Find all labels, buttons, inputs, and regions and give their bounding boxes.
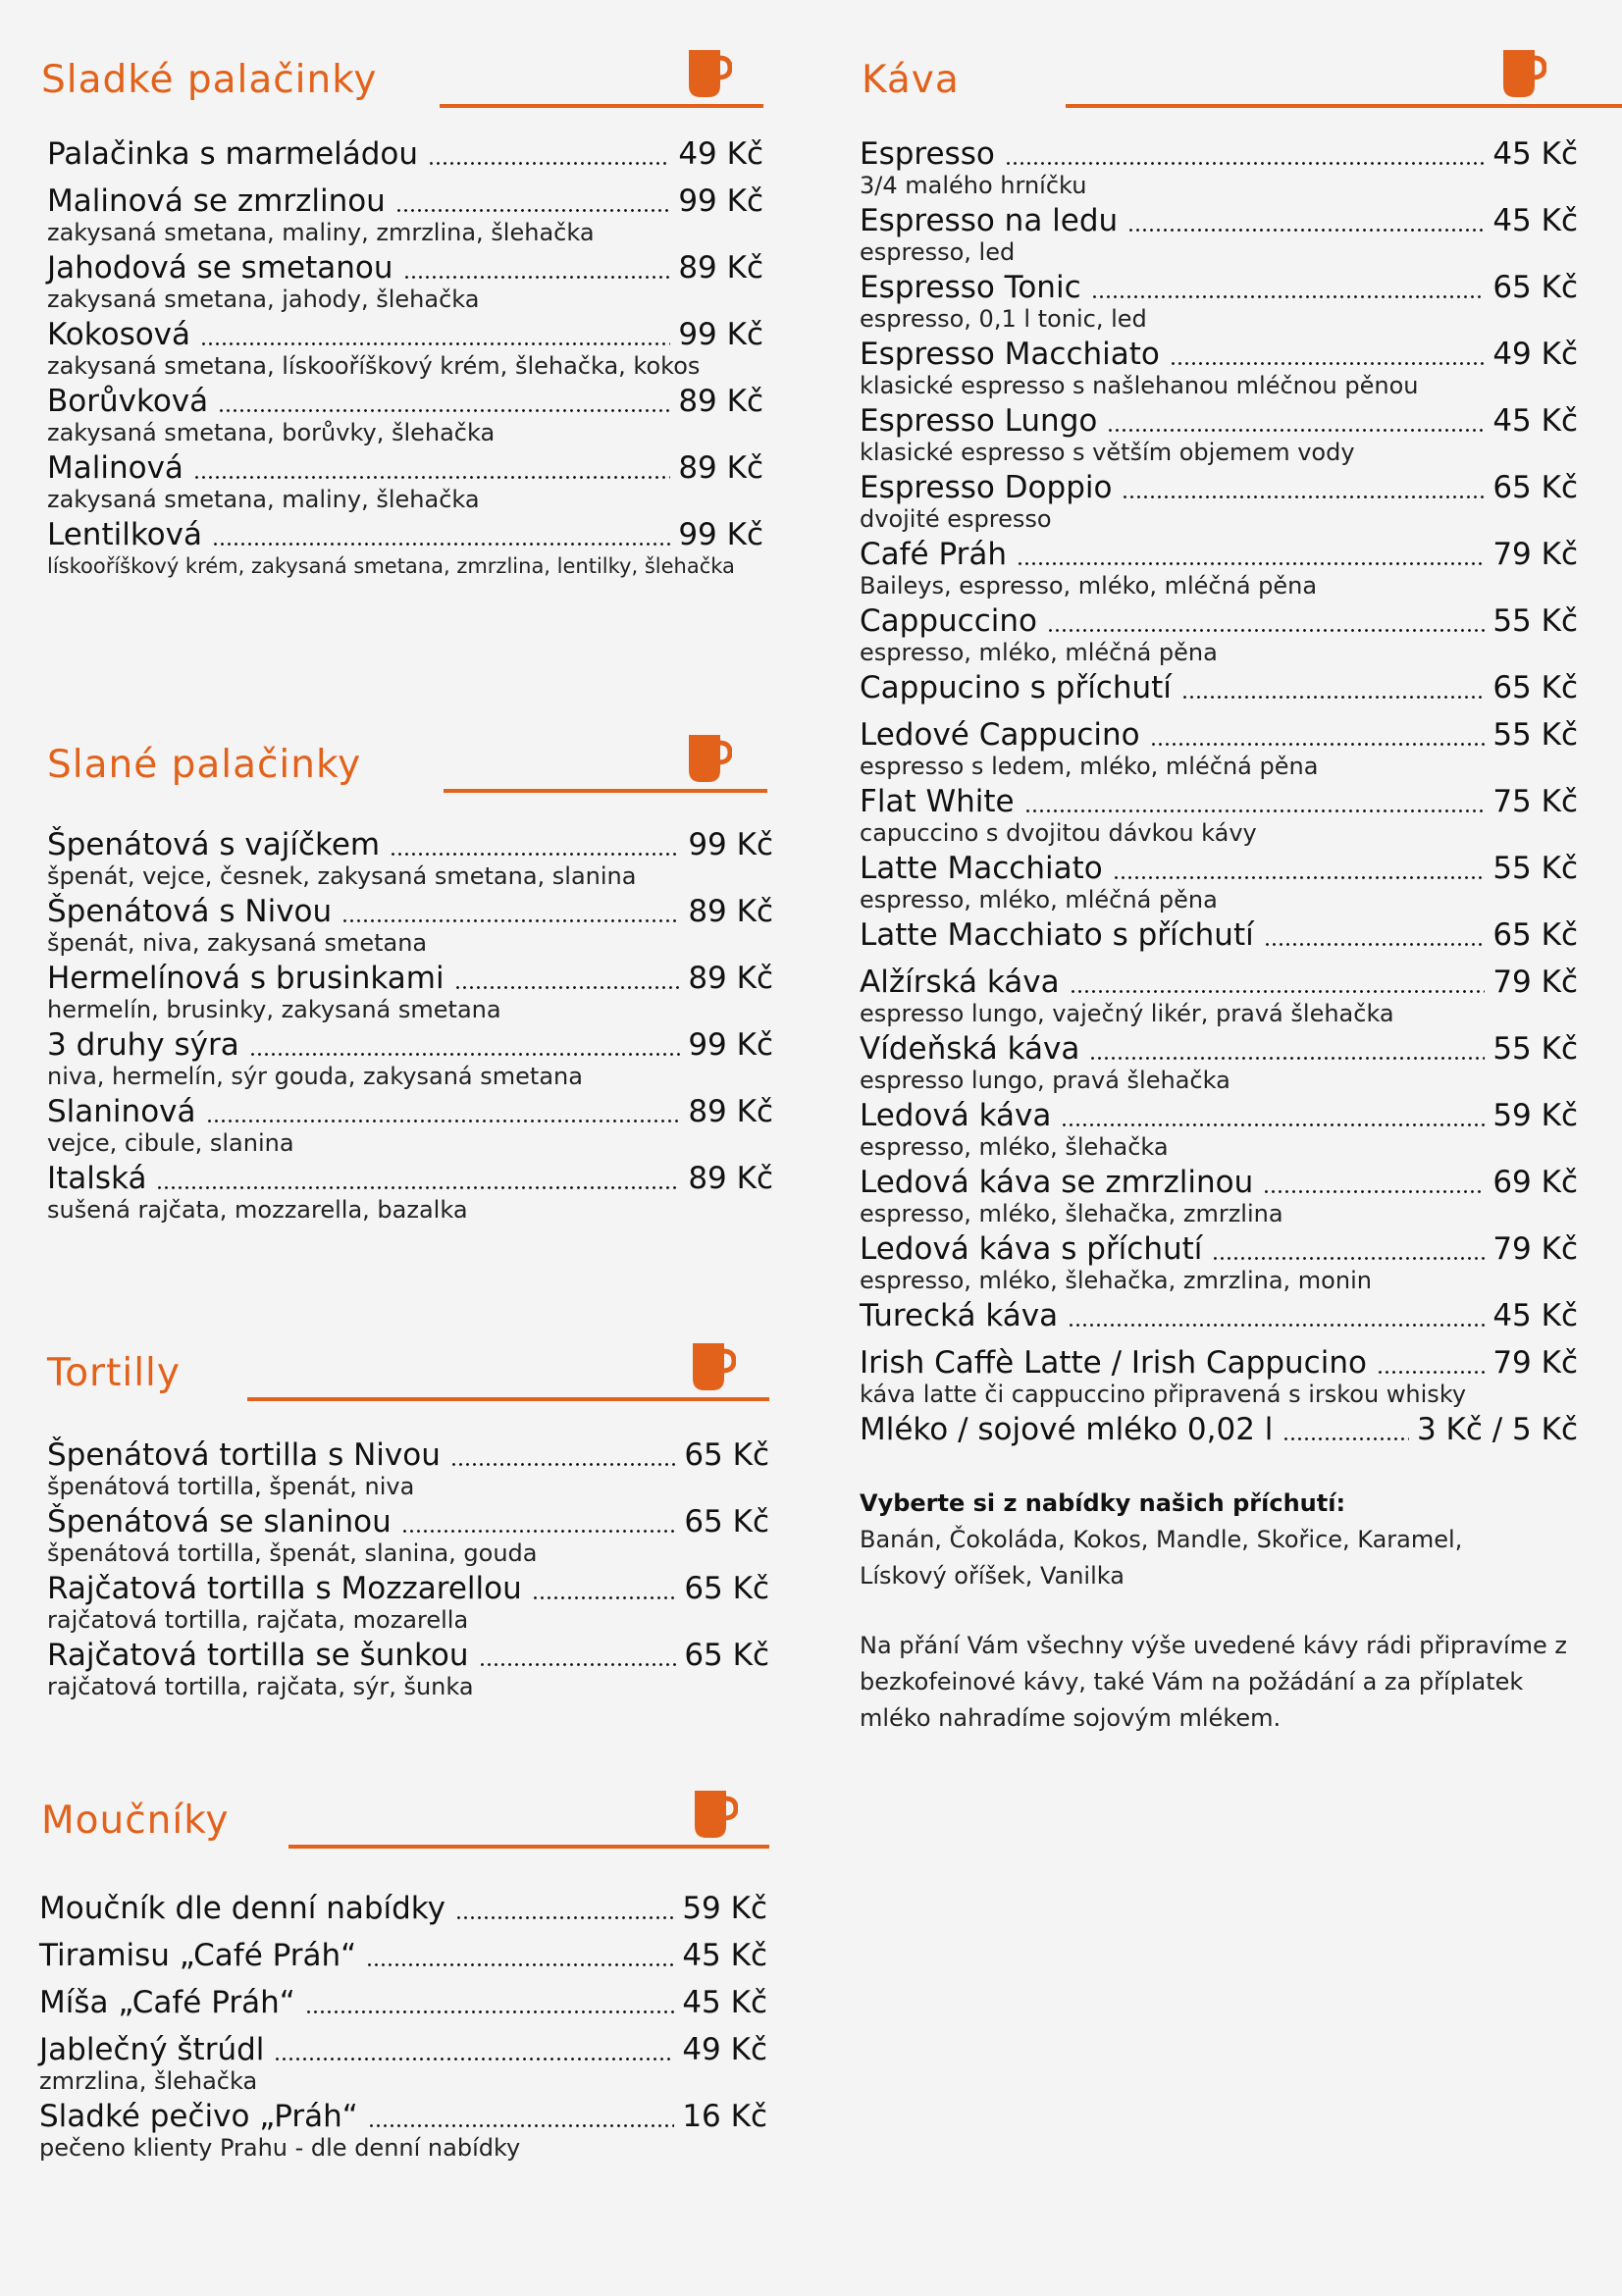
menu-item-row <box>47 1435 769 1476</box>
menu-list <box>860 133 1578 1450</box>
item-description: pečeno klienty Prahu - dle denní nabídky <box>39 2134 521 2162</box>
item-price: 89 Kč <box>678 384 763 419</box>
item-name: Espresso Lungo <box>860 403 1098 439</box>
menu-item-row <box>39 2096 767 2137</box>
item-description: hermelín, brusinky, zakysaná smetana <box>47 996 501 1023</box>
decaf-note-line-2: bezkofeinové kávy, také Vám na požádání a za příplatek <box>860 1668 1524 1696</box>
menu-item-row <box>39 1888 767 1929</box>
item-name: Lentilková <box>47 517 202 552</box>
item-price: 45 Kč <box>1492 136 1578 172</box>
item-name: Café Práh <box>860 537 1008 572</box>
item-description: rajčatová tortilla, rajčata, sýr, šunka <box>47 1673 474 1700</box>
decaf-note <box>860 1628 1578 1737</box>
menu-item <box>47 891 773 958</box>
item-price: 79 Kč <box>1492 537 1578 572</box>
menu-item <box>47 1158 773 1225</box>
section-header <box>39 1780 771 1849</box>
item-name: Espresso Tonic <box>860 270 1081 305</box>
item-price: 16 Kč <box>682 2099 767 2134</box>
coffee-cup-icon <box>687 46 732 104</box>
dot-leader <box>1181 671 1485 701</box>
item-price: 49 Kč <box>682 2032 767 2067</box>
item-price: 45 Kč <box>682 1938 767 1973</box>
section-sweet-pancakes <box>41 39 763 581</box>
menu-item-row <box>860 1095 1578 1136</box>
menu-item <box>47 314 763 381</box>
menu-item <box>860 467 1578 534</box>
dot-leader <box>218 385 670 414</box>
section-coffee <box>860 39 1578 1737</box>
dot-leader <box>305 1986 675 2015</box>
item-name: Kokosová <box>47 317 191 352</box>
item-name: Ledové Cappucino <box>860 717 1140 753</box>
dot-leader <box>395 184 670 214</box>
menu-item <box>860 1342 1578 1409</box>
item-name: Jablečný štrúdl <box>39 2032 265 2067</box>
menu-item-row <box>39 1935 767 1976</box>
dot-leader <box>1091 271 1486 300</box>
item-description: klasické espresso s našlehanou mléčnou pěnou <box>860 372 1419 399</box>
item-description: espresso s ledem, mléko, mléčná pěna <box>860 753 1319 780</box>
item-price: 89 Kč <box>688 961 773 996</box>
menu-item <box>860 1295 1578 1336</box>
menu-item <box>47 447 763 514</box>
item-price: 75 Kč <box>1492 784 1578 819</box>
item-name: Flat White <box>860 784 1015 819</box>
item-name: Rajčatová tortilla s Mozzarellou <box>47 1571 522 1606</box>
menu-item <box>47 181 763 247</box>
menu-item-row <box>860 400 1578 442</box>
item-name: Cappuccino <box>860 603 1037 639</box>
item-price: 79 Kč <box>1492 965 1578 1000</box>
item-price: 65 Kč <box>1492 917 1578 953</box>
item-name: Špenátová s vajíčkem <box>47 827 381 862</box>
menu-item-row <box>47 958 773 999</box>
item-name: Špenátová s Nivou <box>47 894 333 929</box>
item-name: Špenátová tortilla s Nivou <box>47 1437 441 1473</box>
item-price: 45 Kč <box>1492 1298 1578 1333</box>
menu-item <box>860 848 1578 914</box>
item-name: Tiramisu „Café Práh“ <box>39 1938 357 1973</box>
dot-leader <box>1282 1413 1409 1442</box>
menu-item <box>47 381 763 447</box>
dot-leader <box>1061 1099 1485 1128</box>
menu-item-row <box>860 914 1578 956</box>
coffee-cup-icon <box>1501 46 1546 104</box>
item-price: 55 Kč <box>1492 603 1578 639</box>
item-price: 65 Kč <box>1492 270 1578 305</box>
item-description: zakysaná smetana, jahody, šlehačka <box>47 286 480 313</box>
dot-leader <box>1017 538 1485 567</box>
item-name: Borůvková <box>47 384 209 419</box>
menu-item-row <box>860 1342 1578 1383</box>
item-description: espresso, mléko, šlehačka, zmrzlina, monin <box>860 1267 1372 1294</box>
item-name: Moučník dle denní nabídky <box>39 1891 446 1926</box>
item-price: 99 Kč <box>678 517 763 552</box>
menu-item-row <box>860 200 1578 241</box>
menu-item <box>860 1409 1578 1450</box>
item-description: dvojité espresso <box>860 505 1052 533</box>
menu-item-row <box>860 1295 1578 1336</box>
item-description: káva latte či cappuccino připravená s irskou whisky <box>860 1381 1467 1408</box>
section-header <box>47 724 773 793</box>
menu-item-row <box>47 247 763 288</box>
item-name: Latte Macchiato <box>860 851 1103 886</box>
item-description: zakysaná smetana, maliny, zmrzlina, šlehačka <box>47 219 595 246</box>
dot-leader <box>1127 204 1485 234</box>
menu-item <box>860 200 1578 267</box>
menu-item-row <box>47 1501 769 1542</box>
menu-item-row <box>860 600 1578 642</box>
flavors-note <box>860 1486 1578 1594</box>
item-description: zmrzlina, šlehačka <box>39 2067 258 2095</box>
item-description: zakysaná smetana, maliny, šlehačka <box>47 486 480 513</box>
section-rule <box>1066 104 1622 108</box>
item-name: Espresso na ledu <box>860 203 1119 238</box>
item-name: Alžírská káva <box>860 965 1060 1000</box>
item-name: Cappucino s příchutí <box>860 670 1172 705</box>
menu-item <box>860 1028 1578 1095</box>
section-rule <box>440 104 763 108</box>
decaf-note-line-1: Na přání Vám všechny výše uvedené kávy rádi připravíme z <box>860 1632 1568 1659</box>
section-title: Káva <box>862 58 960 102</box>
item-name: Palačinka s marmeládou <box>47 136 419 172</box>
item-price: 79 Kč <box>1492 1231 1578 1267</box>
menu-item <box>39 2029 767 2096</box>
item-description: Baileys, espresso, mléko, mléčná pěna <box>860 572 1318 600</box>
section-savory-pancakes <box>47 724 773 1225</box>
menu-item <box>860 1095 1578 1162</box>
menu-list <box>47 824 773 1225</box>
item-name: Ledová káva <box>860 1098 1052 1133</box>
menu-item-row <box>47 1158 773 1199</box>
item-price: 69 Kč <box>1492 1165 1578 1200</box>
item-name: Espresso Macchiato <box>860 337 1160 372</box>
dot-leader <box>403 251 671 281</box>
item-price: 89 Kč <box>678 250 763 286</box>
menu-item <box>860 962 1578 1028</box>
dot-leader <box>1107 404 1485 434</box>
dot-leader <box>1122 471 1485 500</box>
menu-item-row <box>47 824 773 865</box>
menu-item <box>860 267 1578 334</box>
menu-list <box>47 1435 769 1701</box>
menu-item <box>47 1024 773 1091</box>
dot-leader <box>1113 852 1486 881</box>
item-name: Špenátová se slaninou <box>47 1504 392 1539</box>
dot-leader <box>454 962 681 991</box>
item-price: 49 Kč <box>678 136 763 172</box>
dot-leader <box>479 1639 677 1668</box>
dot-leader <box>1264 918 1486 948</box>
dot-leader <box>206 1095 681 1124</box>
item-price: 55 Kč <box>1492 1031 1578 1067</box>
item-name: Irish Caffè Latte / Irish Cappucino <box>860 1345 1367 1381</box>
dot-leader <box>455 1892 674 1921</box>
dot-leader <box>1212 1232 1485 1262</box>
menu-item-row <box>47 181 763 222</box>
dot-leader <box>450 1438 676 1468</box>
menu-item <box>860 667 1578 708</box>
dot-leader <box>1005 137 1485 167</box>
item-description: zakysaná smetana, borůvky, šlehačka <box>47 419 496 446</box>
item-price: 99 Kč <box>678 183 763 219</box>
menu-item <box>47 1501 769 1568</box>
item-price: 89 Kč <box>688 1094 773 1129</box>
menu-item <box>39 1888 767 1929</box>
dot-leader <box>401 1505 677 1535</box>
item-name: Míša „Café Práh“ <box>39 1985 295 2020</box>
menu-item-row <box>860 1162 1578 1203</box>
item-name: Turecká káva <box>860 1298 1059 1333</box>
section-header <box>41 39 763 108</box>
menu-item-row <box>47 447 763 489</box>
item-name: Hermelínová s brusinkami <box>47 961 445 996</box>
menu-item <box>47 1568 769 1635</box>
dot-leader <box>193 451 670 481</box>
menu-item <box>47 514 763 581</box>
dot-leader <box>1263 1166 1485 1195</box>
item-description: espresso, mléko, šlehačka, zmrzlina <box>860 1200 1283 1227</box>
dot-leader <box>1047 604 1485 634</box>
item-description: klasické espresso s větším objemem vody <box>860 439 1355 466</box>
item-name: Vídeňská káva <box>860 1031 1080 1067</box>
menu-item <box>47 1091 773 1158</box>
item-name: Italská <box>47 1161 147 1196</box>
dot-leader <box>368 2100 674 2129</box>
item-price: 65 Kč <box>684 1571 769 1606</box>
menu-item-row <box>860 267 1578 308</box>
item-price: 99 Kč <box>688 1027 773 1063</box>
item-description: espresso, mléko, mléčná pěna <box>860 639 1218 666</box>
item-price: 89 Kč <box>688 1161 773 1196</box>
item-name: Ledová káva s příchutí <box>860 1231 1203 1267</box>
item-name: Latte Macchiato s příchutí <box>860 917 1254 953</box>
menu-item <box>860 914 1578 956</box>
item-price: 65 Kč <box>684 1437 769 1473</box>
menu-item-row <box>860 467 1578 508</box>
item-price: 45 Kč <box>682 1985 767 2020</box>
item-name: Mléko / sojové mléko 0,02 l <box>860 1412 1274 1447</box>
item-description: espresso, 0,1 l tonic, led <box>860 305 1147 333</box>
dot-leader <box>1170 338 1485 367</box>
section-header <box>47 1332 769 1401</box>
item-name: Slaninová <box>47 1094 196 1129</box>
section-title: Slané palačinky <box>47 743 362 787</box>
menu-item <box>860 334 1578 400</box>
item-name: Malinová <box>47 450 183 486</box>
dot-leader <box>428 137 670 167</box>
section-header <box>860 39 1578 108</box>
coffee-cup-icon <box>687 731 732 789</box>
item-name: Espresso <box>860 136 995 172</box>
item-price: 79 Kč <box>1492 1345 1578 1381</box>
section-title: Moučníky <box>41 1799 230 1843</box>
menu-item-row <box>860 334 1578 375</box>
menu-item-row <box>47 314 763 355</box>
dot-leader <box>249 1028 681 1058</box>
item-name: Jahodová se smetanou <box>47 250 393 286</box>
menu-item-row <box>47 1635 769 1676</box>
menu-list <box>47 133 763 581</box>
item-price: 59 Kč <box>682 1891 767 1926</box>
item-price: 59 Kč <box>1492 1098 1578 1133</box>
item-description: lískooříškový krém, zakysaná smetana, zmrzlina, lentilky, šlehačka <box>47 554 735 578</box>
item-description: špenát, vejce, česnek, zakysaná smetana, slanina <box>47 862 637 890</box>
menu-item-row <box>860 133 1578 175</box>
menu-item-row <box>39 1982 767 2023</box>
dot-leader <box>366 1939 674 1968</box>
item-price: 65 Kč <box>1492 670 1578 705</box>
item-price: 65 Kč <box>684 1504 769 1539</box>
item-price: 99 Kč <box>688 827 773 862</box>
dot-leader <box>1150 718 1486 748</box>
menu-item <box>39 1935 767 1976</box>
section-tortillas <box>47 1332 769 1701</box>
dot-leader <box>341 895 680 924</box>
menu-item <box>860 534 1578 600</box>
menu-item <box>860 600 1578 667</box>
item-name: Ledová káva se zmrzlinou <box>860 1165 1254 1200</box>
section-rule <box>444 789 767 793</box>
menu-item <box>47 1635 769 1701</box>
dot-leader <box>212 518 670 548</box>
flavors-line-2: Lískový oříšek, Vanilka <box>860 1562 1125 1590</box>
item-name: Espresso Doppio <box>860 470 1113 505</box>
dot-leader <box>1024 785 1486 814</box>
menu-item-row <box>860 781 1578 822</box>
section-title: Tortilly <box>47 1351 181 1395</box>
item-name: Sladké pečivo „Práh“ <box>39 2099 358 2134</box>
dot-leader <box>200 318 670 347</box>
item-name: Rajčatová tortilla se šunkou <box>47 1638 469 1673</box>
dot-leader <box>1070 965 1486 995</box>
item-price: 89 Kč <box>688 894 773 929</box>
menu-item <box>860 133 1578 200</box>
dot-leader <box>1068 1299 1485 1329</box>
menu-item-row <box>860 1228 1578 1270</box>
item-price: 49 Kč <box>1492 337 1578 372</box>
item-price: 89 Kč <box>678 450 763 486</box>
dot-leader <box>274 2033 674 2062</box>
item-description: zakysaná smetana, lískooříškový krém, šlehačka, kokos <box>47 352 701 380</box>
item-description: špenátová tortilla, špenát, niva <box>47 1473 415 1500</box>
menu-item-row <box>47 1024 773 1066</box>
dot-leader <box>1089 1032 1485 1062</box>
menu-item <box>47 1435 769 1501</box>
item-description: niva, hermelín, sýr gouda, zakysaná smetana <box>47 1063 583 1090</box>
menu-item <box>47 824 773 891</box>
item-description: špenátová tortilla, špenát, slanina, gouda <box>47 1539 538 1567</box>
item-price: 99 Kč <box>678 317 763 352</box>
flavors-title: Vyberte si z nabídky našich příchutí: <box>860 1489 1346 1517</box>
item-price: 65 Kč <box>684 1638 769 1673</box>
menu-item-row <box>47 1568 769 1609</box>
menu-item-row <box>860 714 1578 756</box>
menu-item-row <box>860 534 1578 575</box>
menu-item <box>860 1228 1578 1295</box>
menu-item <box>47 133 763 175</box>
item-name: 3 druhy sýra <box>47 1027 239 1063</box>
flavors-line-1: Banán, Čokoláda, Kokos, Mandle, Skořice, Karamel, <box>860 1526 1463 1553</box>
menu-item-row <box>860 667 1578 708</box>
menu-item <box>39 1982 767 2023</box>
decaf-note-line-3: mléko nahradíme sojovým mlékem. <box>860 1704 1282 1732</box>
menu-item-row <box>860 1028 1578 1070</box>
coffee-cup-icon <box>693 1787 738 1845</box>
item-description: espresso lungo, pravá šlehačka <box>860 1067 1230 1094</box>
item-name: Malinová se zmrzlinou <box>47 183 386 219</box>
menu-item-row <box>39 2029 767 2070</box>
item-price: 3 Kč / 5 Kč <box>1416 1412 1578 1447</box>
section-title: Sladké palačinky <box>41 58 378 102</box>
section-rule <box>288 1845 769 1849</box>
menu-list <box>39 1888 767 2163</box>
menu-item-row <box>47 1091 773 1132</box>
menu-item <box>860 1162 1578 1228</box>
item-description: vejce, cibule, slanina <box>47 1129 294 1157</box>
menu-item <box>860 400 1578 467</box>
item-price: 45 Kč <box>1492 403 1578 439</box>
item-price: 55 Kč <box>1492 717 1578 753</box>
menu-item <box>39 2096 767 2163</box>
item-description: 3/4 malého hrníčku <box>860 172 1087 199</box>
right-column <box>811 0 1622 2296</box>
item-description: rajčatová tortilla, rajčata, mozarella <box>47 1606 469 1634</box>
menu-item <box>860 714 1578 781</box>
menu-item-row <box>47 381 763 422</box>
menu-item <box>47 247 763 314</box>
item-description: espresso, led <box>860 238 1016 266</box>
section-rule <box>247 1397 769 1401</box>
item-price: 55 Kč <box>1492 851 1578 886</box>
dot-leader <box>1377 1346 1485 1376</box>
menu-item-row <box>47 891 773 932</box>
coffee-cup-icon <box>691 1339 736 1397</box>
item-description: sušená rajčata, mozzarella, bazalka <box>47 1196 468 1224</box>
menu-item-row <box>860 848 1578 889</box>
item-description: espresso, mléko, šlehačka <box>860 1133 1169 1161</box>
menu-item-row <box>860 1409 1578 1450</box>
item-description: espresso lungo, vaječný likér, pravá šlehačka <box>860 1000 1394 1027</box>
dot-leader <box>390 828 680 858</box>
item-description: capuccino s dvojitou dávkou kávy <box>860 819 1257 847</box>
item-price: 65 Kč <box>1492 470 1578 505</box>
menu-item-row <box>860 962 1578 1003</box>
item-price: 45 Kč <box>1492 203 1578 238</box>
menu-item <box>860 781 1578 848</box>
item-description: espresso, mléko, mléčná pěna <box>860 886 1218 913</box>
menu-item <box>47 958 773 1024</box>
dot-leader <box>532 1572 677 1601</box>
menu-item-row <box>47 133 763 175</box>
section-desserts <box>39 1780 771 2163</box>
dot-leader <box>156 1162 680 1191</box>
menu-item-row <box>47 514 763 555</box>
item-description: špenát, niva, zakysaná smetana <box>47 929 428 957</box>
